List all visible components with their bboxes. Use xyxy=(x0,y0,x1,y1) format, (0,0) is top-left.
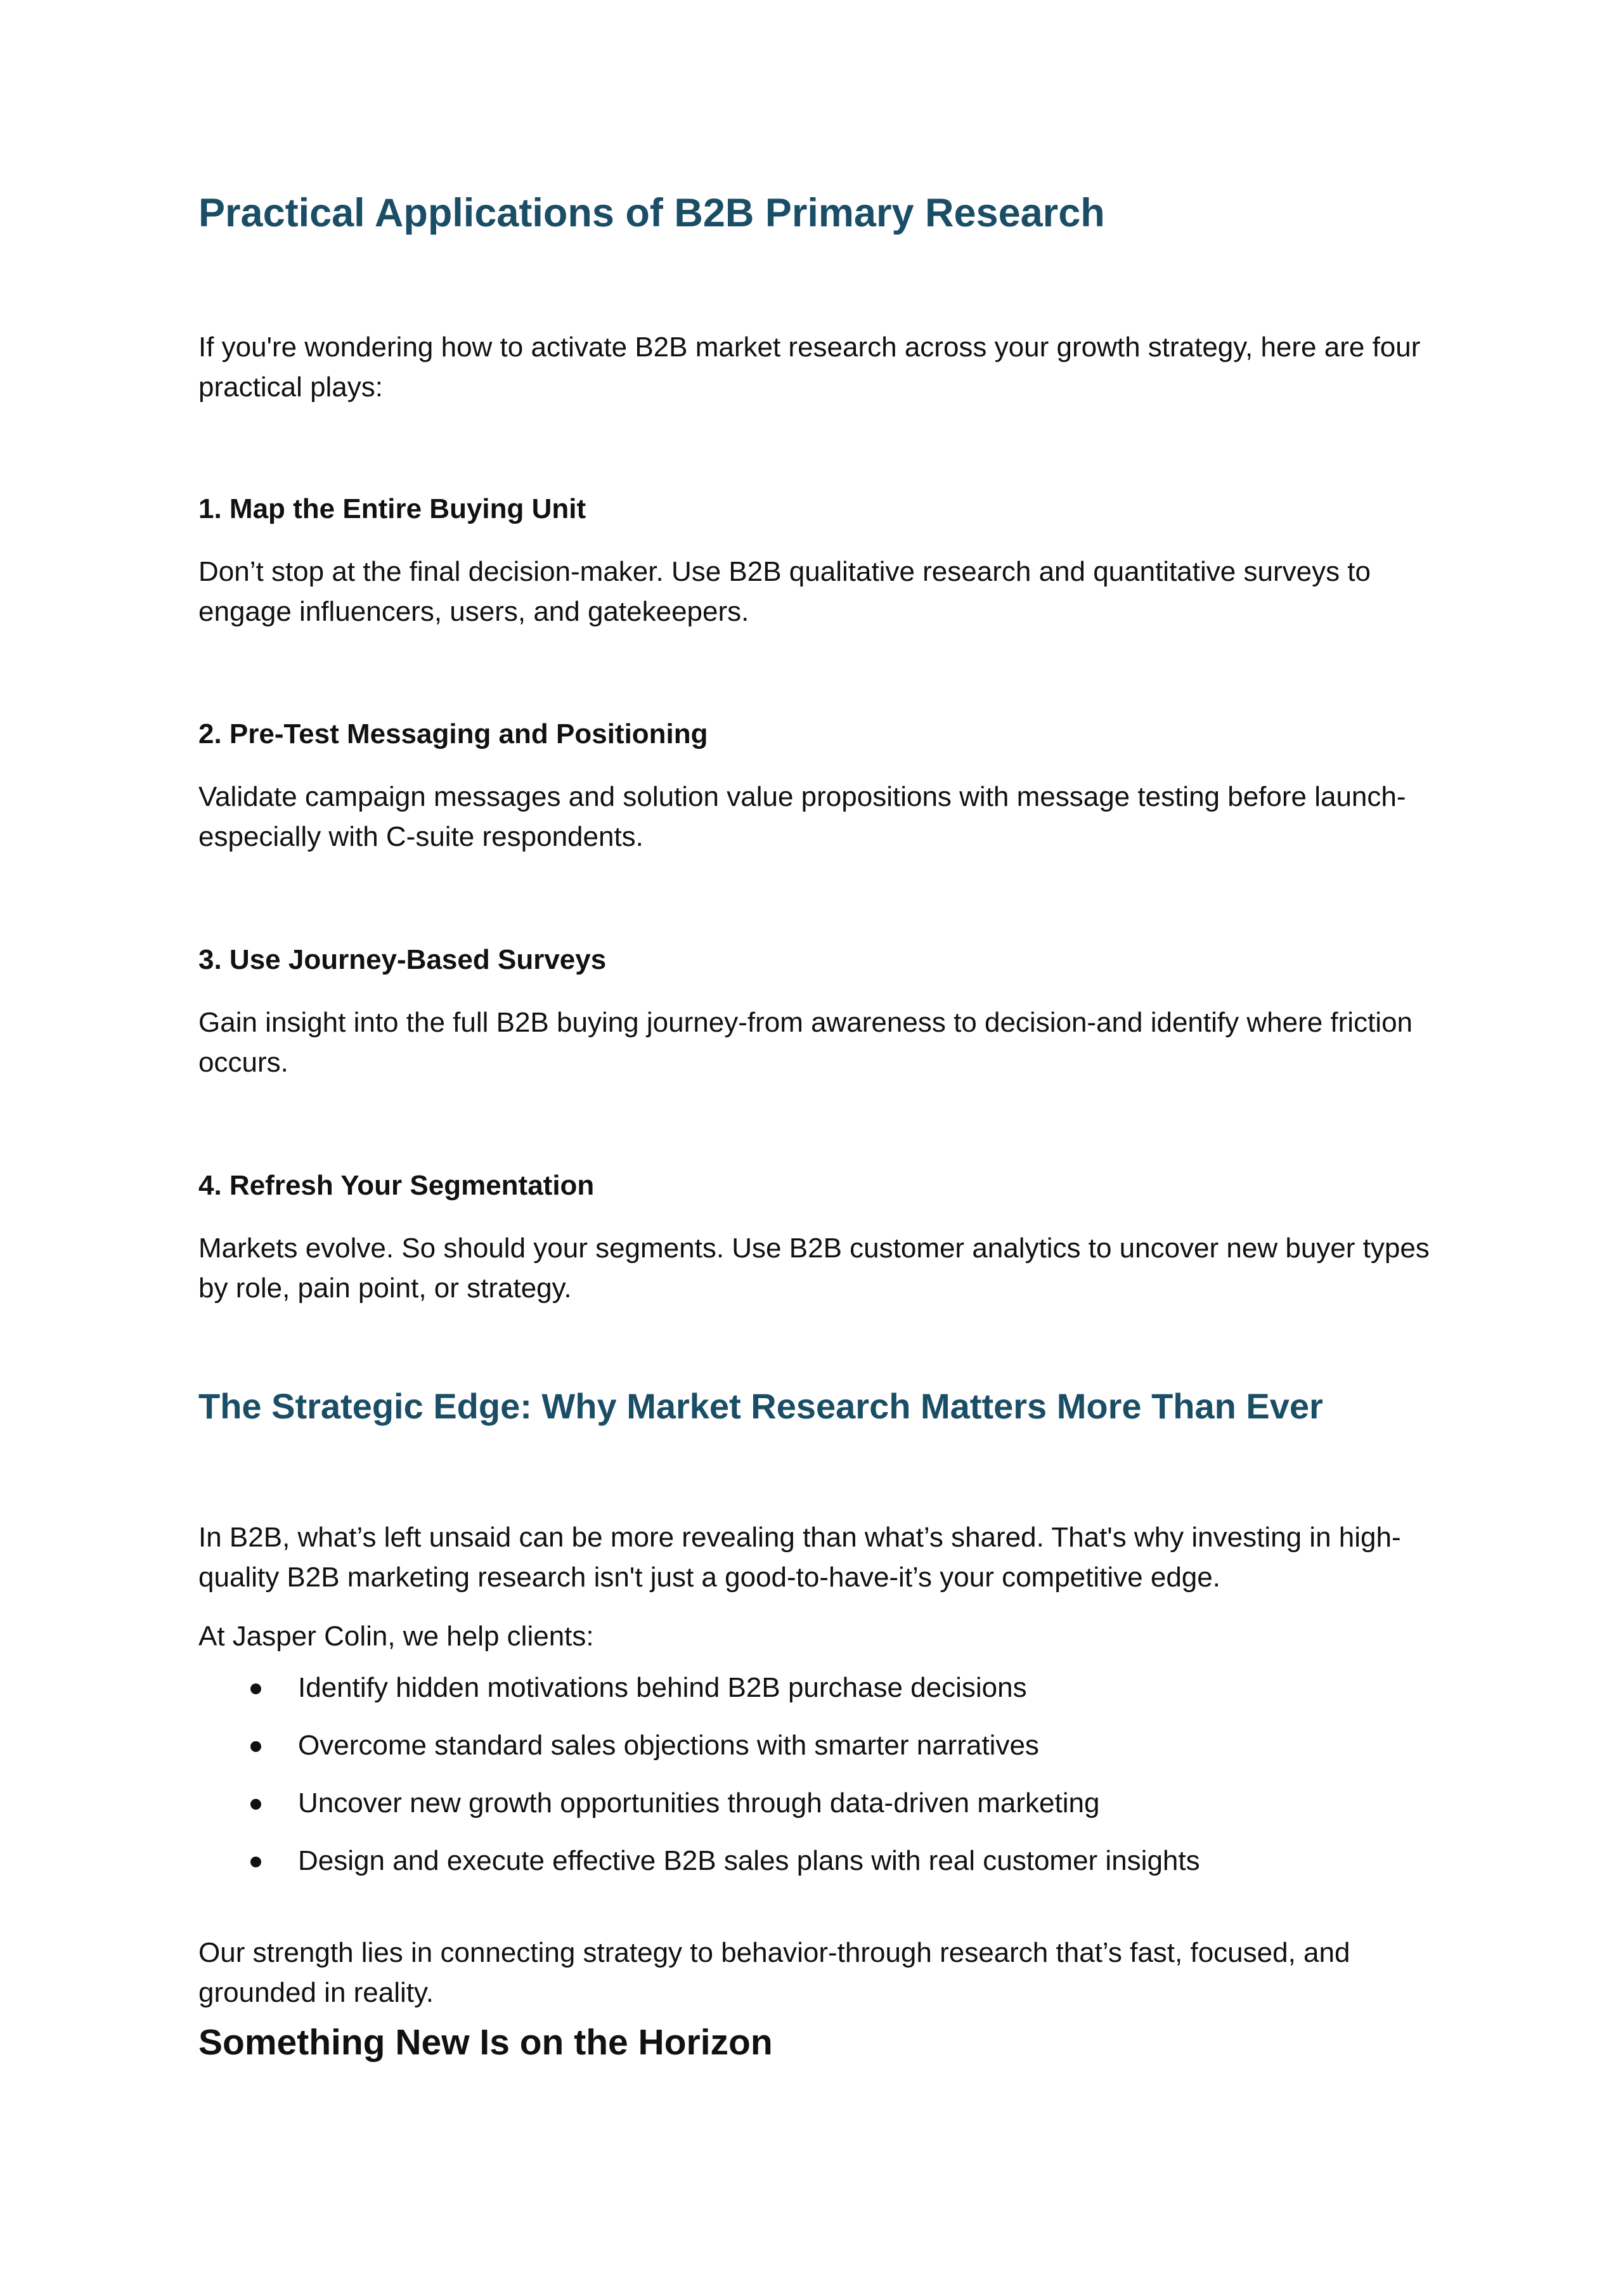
page-title: Practical Applications of B2B Primary Research xyxy=(198,191,1105,235)
list-item-text: Overcome standard sales objections with smarter narratives xyxy=(298,1730,1039,1761)
bullet-icon xyxy=(250,1741,261,1752)
strategic-edge-heading: The Strategic Edge: Why Market Research Matters More Than Ever xyxy=(198,1386,1323,1426)
section-4-title: 4. Refresh Your Segmentation xyxy=(198,1170,595,1201)
list-item-text: Design and execute effective B2B sales plans with real customer insights xyxy=(298,1845,1200,1876)
strength-paragraph: Our strength lies in connecting strategy to behavior-through research that’s fast, focused, and grounded in reality. xyxy=(198,1937,1350,2008)
section-1-title: 1. Map the Entire Buying Unit xyxy=(198,493,586,524)
intro-paragraph: If you're wondering how to activate B2B market research across your growth strategy, here are four practical plays: xyxy=(198,332,1421,403)
section-2-body: Validate campaign messages and solution value propositions with message testing before launch-especially with C-suite respondents. xyxy=(198,781,1406,852)
bullet-icon xyxy=(250,1857,261,1867)
list-item-text: Identify hidden motivations behind B2B purchase decisions xyxy=(298,1672,1027,1703)
list-item-text: Uncover new growth opportunities through data-driven marketing xyxy=(298,1787,1100,1819)
section-4-body: Markets evolve. So should your segments. Use B2B customer analytics to uncover new buyer types by role, pain point, or strategy. xyxy=(198,1233,1430,1304)
section-1-body: Don’t stop at the final decision-maker. Use B2B qualitative research and quantitative surveys to engage influencers, users, and gatekeepers. xyxy=(198,556,1371,627)
section-3-title: 3. Use Journey-Based Surveys xyxy=(198,944,607,975)
clients-intro: At Jasper Colin, we help clients: xyxy=(198,1621,594,1652)
bullet-icon xyxy=(250,1799,261,1810)
section-3-body: Gain insight into the full B2B buying journey-from awareness to decision-and identify where friction occurs. xyxy=(198,1007,1413,1078)
horizon-heading: Something New Is on the Horizon xyxy=(198,2022,773,2063)
edge-paragraph: In B2B, what’s left unsaid can be more revealing than what’s shared. That's why investing in high-quality B2B marketing research isn't just a good-to-have-it’s your competitive edge. xyxy=(198,1522,1401,1593)
section-2-title: 2. Pre-Test Messaging and Positioning xyxy=(198,718,708,749)
bullet-icon xyxy=(250,1683,261,1694)
